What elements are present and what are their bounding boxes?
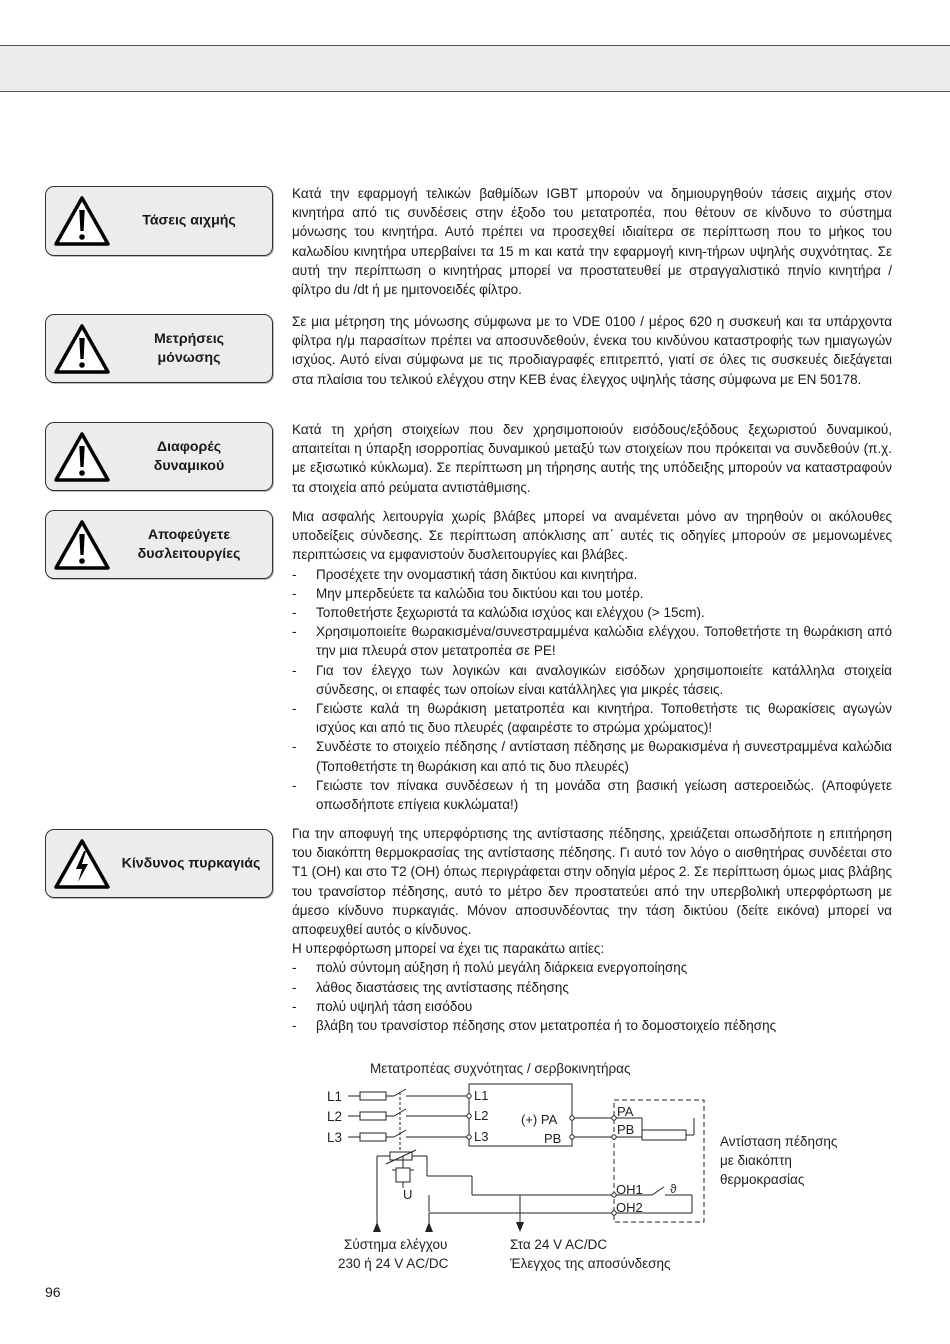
control-caption-line-1: Σύστημα ελέγχου [344,1237,448,1252]
list-item: - πολύ υψηλή τάση εισόδου [292,997,892,1016]
header-band [0,45,950,92]
warning-box-malfunctions [45,510,273,579]
page-number: 96 [45,1284,61,1300]
paragraph: Μια ασφαλής λειτουργία χωρίς βλάβες μπορεί να αναμένεται μόνο αν τηρηθούν οι ακόλουθες υποδείξεις σύνδεσης. Σε περίπτωση απόκλισης απ΄ αυτές τις οδηγίες μπορούν σε μεμονωμένες περιπτώσεις να εμφανιστούν δυσλειτουργίες και βλάβες. [292,509,892,563]
paragraph: Για την αποφυγή της υπερφόρτισης της αντίστασης πέδησης, χρειάζεται οπωσδήποτε η επιτήρηση του διακόπτη θερμοκρασίας της αντίστασης πέδησης. Γι αυτό τον λόγο ο αισθητήρας συνδέεται στο T1 (OH) και στο T2 (OH) όπως περιγράφεται στην οδηγία μέρος 2. Σε περίπτωση όμως μιας βλάβης του τρανσίστορ πέδησης, αυτό το μέτρο δεν προστατεύει από την υπερβολική υπερφόρτωση με άμεσο κίνδυνο πυρκαγιάς. Μόνον αποσυνδέοντας την τάση δικτύου (δείτε εικόνα) μπορεί να αποφευχθεί αυτός ο κίνδυνος. [292,826,892,938]
thermo-symbol: ϑ [670,1182,677,1196]
warning-triangle-icon [52,430,112,484]
converter-input-l1: L1 [474,1088,489,1103]
section-potential [292,420,892,497]
high-voltage-icon [52,837,112,891]
list-item: - Συνδέστε το στοιχείο πέδησης / αντίσταση πέδησης με θωρακισμένα ή συνεστραμμένα καλώδια (Τοποθετήστε τη θωράκιση και από τις δυο πλευρές) [292,737,892,775]
converter-pa-label: (+) PA [521,1112,558,1127]
list-item: - λάθος διαστάσεις της αντίστασης πέδησης [292,978,892,997]
warning-box-fire [45,829,273,898]
paragraph: Κατά τη χρήση στοιχείων που δεν χρησιμοποιούν εισόδους/εξόδους ξεχωριστού δυναμικού, απαιτείται η ύπαρξη ισορροπίας δυναμικού μεταξύ των στοιχείων που πρόκειται να συνδεθούν (π.χ. με εξισωτικό κύκλωμα). Σε περίπτωση μη τήρησης αυτής της υπόδειξης μπορούν να καταστραφούν τα στοιχεία από ρεύματα αντιστάθμισης. [292,422,892,495]
paragraph: Κατά την εφαρμογή τελικών βαθμίδων IGBT μπορούν να δημιουργηθούν τάσεις αιχμής στον κινητήρα από τις συνδέσεις στην έξοδο του μετατροπέα, που θέτουν σε κίνδυνο το σύστημα μόνωσης του κινητήρα. Αυτό πρέπει να προσεχθεί ιδιαίτερα σε περίπτωση που το μήκος του καλωδίου κινητήρα υπερβαίνει τα 15 m και κατά την εφαρμογή κινη-τήρων υψηλής συχνότητας. Σε αυτή την περίπτωση ο κινητήρας μπορεί να προστατευθεί με στραγγαλιστικό πηνίο κινητήρα / φίλτρο du /dt ή με ημιτονοειδές φίλτρο. [292,186,892,298]
warning-title [108,330,270,368]
list-item: - Μην μπερδεύετε τα καλώδια του δικτύου και του μοτέρ. [292,584,892,603]
resistor-caption-line-3: θερμοκρασίας [720,1172,805,1187]
warning-title: Τάσεις αιχμής [142,212,236,229]
resistor-pa: PA [617,1104,634,1119]
warning-box-potential [45,422,273,491]
list-item: - Για τον έλεγχο των λογικών και αναλογικών εισόδων χρησιμοποιείτε κατάλληλα στοιχεία σύνδεσης, οι επαφές των οποίων είναι κατάλληλες για μικρές τάσεις. [292,661,892,699]
line-label-l1: L1 [327,1089,343,1104]
line-label-l3: L3 [327,1130,343,1145]
supply-caption-line-2: Έλεγχος της αποσύνδεσης [510,1256,671,1271]
list-item: - Χρησιμοποιείτε θωρακισμένα/συνεστραμμένα καλώδια ελέγχου. Τοποθετήστε τη θωράκιση από την μια πλευρά στον μετατροπέα σε PE! [292,622,892,660]
warning-title: Κίνδυνος πυρκαγιάς [121,855,261,871]
warning-triangle-icon [52,194,112,248]
list-item: - Γειώστε καλά τη θωράκιση μετατροπέα και κινητήρα. Τοποθετήστε τις θωρακίσεις αγωγών ισχύος και από τις δυο πλευρές (αφαιρέστε το στρώμα χρώματος)! [292,699,892,737]
supply-lines [348,1089,467,1152]
oh1-label: OH1 [616,1182,643,1197]
list-item: - βλάβη του τρανσίστορ πέδησης στον μετατροπέα ή το δομοστοιχείο πέδησης [292,1016,892,1035]
warning-triangle-icon [52,518,112,572]
u-label: U [403,1187,413,1202]
list-item: - πολύ σύντομη αύξηση ή πολύ μεγάλη διάρκεια ενεργοποίησης [292,958,892,977]
warning-box-voltage-peaks [45,186,273,256]
warning-title [108,526,270,564]
malfunctions-list [292,565,892,815]
warning-title [108,438,270,476]
resistor-caption-line-1: Αντίσταση πέδησης [720,1134,838,1149]
line-label-l2: L2 [327,1109,343,1124]
supply-caption-line-1: Στα 24 V AC/DC [510,1237,608,1252]
paragraph: Σε μια μέτρηση της μόνωσης σύμφωνα με το VDE 0100 / μέρος 620 η συσκευή και τα υπάρχοντα φίλτρα η/μ παρασίτων πρέπει να αποσυνδεθούν, ένεκα του κινδύνου καταστροφής των ημιαγωγών ισχύος. Αυτό είναι σύμφωνα με τις προδιαγραφές επιτρεπτό, γιατί σε όλες τις συσκευές διεξάγεται στα πλαίσια του τελικού ελέγχου στην KEB ένας έλεγχος υψηλής τάσης σύμφωνα με EN 50178. [292,314,892,387]
section-insulation [292,312,892,389]
oh2-label: OH2 [616,1200,643,1215]
control-caption-line-2: 230 ή 24 V AC/DC [338,1256,449,1271]
warning-title-line: Αποφεύγετε δυσλειτουργίες [137,526,241,562]
list-item: - Γειώστε τον πίνακα συνδέσεων ή τη μονάδα στη βασική γείωση αστεροειδώς. (Αποφύγετε οπωσδήποτε επίγεια κυκλώματα!) [292,776,892,814]
list-item: - Τοποθετήστε ξεχωριστά τα καλώδια ισχύος και ελέγχου (> 15cm). [292,603,892,622]
warning-box-insulation [45,314,273,383]
list-item: - Προσέχετε την ονομαστική τάση δικτύου και κινητήρα. [292,565,892,584]
fire-causes-list [292,958,892,1035]
warning-title-line: Διαφορές δυναμικού [153,438,225,474]
section-malfunctions [292,507,892,814]
diagram-title: Μετατροπέας συχνότητας / σερβοκινητήρας [370,1061,631,1076]
converter-input-l2: L2 [474,1108,489,1123]
wiring-diagram [292,1052,892,1282]
section-fire [292,824,892,1035]
resistor-pb: PB [617,1122,635,1137]
converter-input-l3: L3 [474,1129,489,1144]
paragraph: Η υπερφόρτωση μπορεί να έχει τις παρακάτω αιτίες: [292,941,605,957]
converter-pb-label: PB [544,1131,562,1146]
warning-triangle-icon [52,322,112,376]
warning-title-line: Μετρήσεις μόνωσης [153,330,225,366]
section-voltage-peaks [292,184,892,299]
resistor-caption-line-2: με διακόπτη [720,1153,792,1168]
